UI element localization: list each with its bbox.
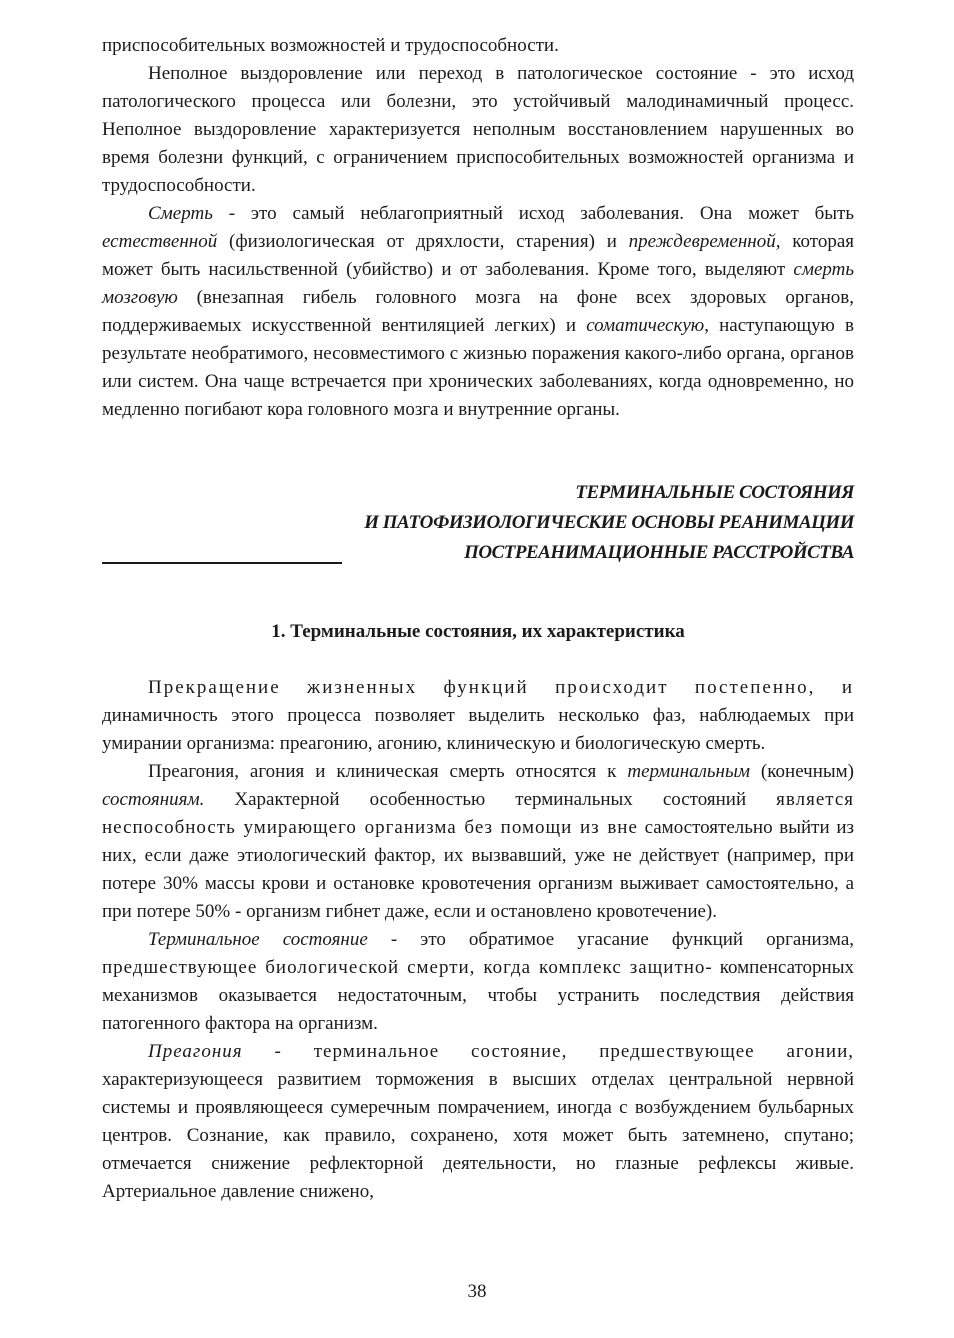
- term-brain-death: смерть мозговую: [102, 259, 854, 308]
- chapter-heading-line-2: И ПАТОФИЗИОЛОГИЧЕСКИЕ ОСНОВЫ РЕАНИМАЦИИ: [364, 512, 854, 533]
- term-somatic: соматическую: [586, 315, 705, 336]
- term-states: состояниям.: [102, 789, 205, 810]
- heading-rule: [102, 562, 342, 564]
- term-premature: преждевременной,: [628, 231, 781, 252]
- chapter-heading-line-1: ТЕРМИНАЛЬНЫЕ СОСТОЯНИЯ: [575, 482, 854, 503]
- section-title: 1. Терминальные состояния, их характеристика: [271, 621, 685, 642]
- paragraph-terminal-state-definition: Терминальное состояние - это обратимое угасание функций организма, предшествующее биологической смерти, когда комплекс защитно- компенсаторных механизмов оказывается недостаточным, чтобы устранить последствия действия патогенного фактора на организм.: [102, 929, 854, 1034]
- continued-line: приспособительных возможностей и трудоспособности.: [102, 35, 559, 56]
- term-terminal-state: Терминальное состояние: [148, 929, 368, 950]
- term-death: Смерть: [148, 203, 213, 224]
- paragraph-cessation-rest: динамичность этого процесса позволяет выделить несколько фаз, наблюдаемых при умирании организма: преагонию, агонию, клиническую и биологическую смерть.: [102, 705, 854, 754]
- page-number: 38: [467, 1281, 487, 1302]
- chapter-heading: [102, 478, 854, 568]
- term-terminal: терминальным: [627, 761, 750, 782]
- chapter-heading-line-3: ПОСТРЕАНИМАЦИОННЫЕ РАССТРОЙСТВА: [464, 542, 854, 563]
- paragraph-incomplete-recovery: Неполное выздоровление или переход в патологическое состояние - это исход патологического процесса или болезни, это устойчивый малодинамичный процесс. Неполное выздоровление характеризуется неполным восстановлением нарушенных во время болезни функций, с ограничением приспособительных возможностей организма и трудоспособности.: [102, 63, 854, 196]
- term-preagony: Преагония: [148, 1041, 243, 1062]
- paragraph-cessation-line1: Прекращение жизненных функций происходит постепенно, и: [148, 677, 854, 698]
- term-natural: естественной: [102, 231, 218, 252]
- paragraph-terminal-states: Преагония, агония и клиническая смерть относятся к терминальным (конечным) состояниям. Характерной особенностью терминальных состояний является неспособность умирающего организма без помощи из вне самостоятельно выйти из них, если даже этиологический фактор, их вызвавший, уже не действует (например, при потере 30% массы крови и остановке кровотечения организм выживает самостоятельно, а при потере 50% - организм гибнет даже, если и остановлено кровотечение).: [102, 761, 855, 922]
- paragraph-preagony: Преагония - терминальное состояние, предшествующее агонии, характеризующееся развитием торможения в высших отделах центральной нервной системы и проявляющееся сумеречным помрачением, иногда с возбуждением бульбарных центров. Сознание, как правило, сохранено, хотя может быть затемнено, спутано; отмечается снижение рефлекторной деятельности, но глазные рефлексы живые. Артериальное давление снижено,: [102, 1041, 854, 1202]
- paragraph-death: Смерть - это самый неблагоприятный исход заболевания. Она может быть естественной (физиологическая от дряхлости, старения) и преждевременной, которая может быть насильственной (убийство) и от заболевания. Кроме того, выделяют смерть мозговую (внезапная гибель головного мозга на фоне всех здоровых органов, поддерживаемых искусственной вентиляцией легких) и соматическую, наступающую в результате необратимого, несовместимого с жизнью поражения какого-либо органа, органов или систем. Она чаще встречается при хронических заболеваниях, когда одновременно, но медленно погибают кора головного мозга и внутренние органы.: [102, 203, 855, 420]
- top-text-block: [102, 32, 854, 424]
- body-text-block: [102, 674, 854, 1206]
